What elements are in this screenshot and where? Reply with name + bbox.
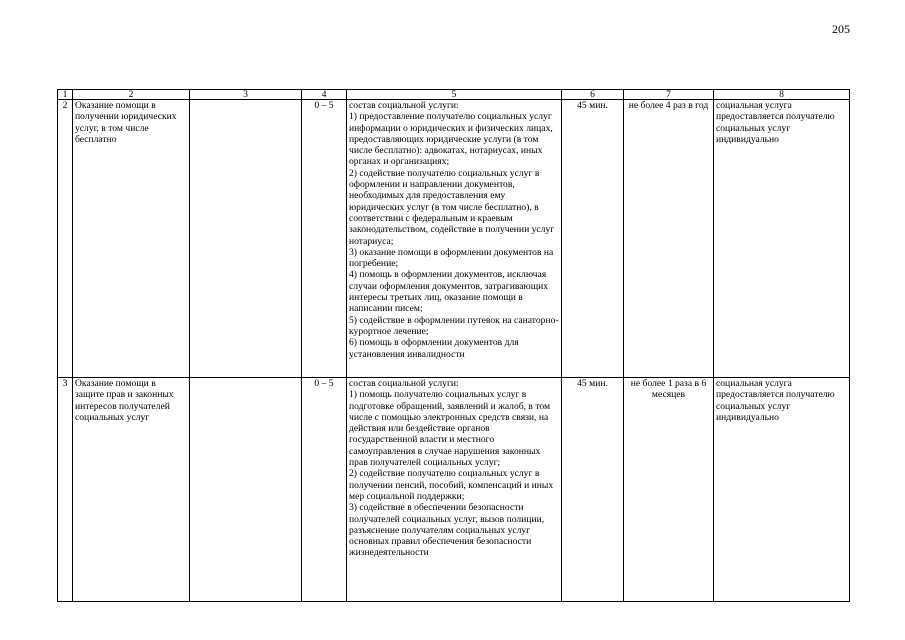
duration: 45 мин.	[562, 100, 624, 378]
duration: 45 мин.	[562, 378, 624, 602]
header-cell: 7	[624, 90, 714, 100]
row-number: 2	[58, 100, 73, 378]
header-cell: 4	[302, 90, 347, 100]
composition-item: 4) помощь в оформлении документов, исключая случаи оформления документов, затрагивающих интересы третьих лиц, оказание помощи в написании писем;	[349, 269, 549, 315]
empty-cell	[190, 100, 302, 378]
service-name: Оказание помощи в получении юридических услуг, в том числе бесплатно	[73, 100, 190, 378]
composition-item: 3) содействие в обеспечении безопасности получателей социальных услуг, вызов полиции, разъяснение получателям социальных услуг основных правил обеспечения безопасности жизнедеятельности	[349, 502, 545, 559]
frequency: не более 4 раз в год	[624, 100, 714, 378]
table-row	[58, 100, 850, 378]
empty-cell	[190, 378, 302, 602]
header-cell: 5	[347, 90, 562, 100]
table-header-row	[58, 90, 850, 100]
header-cell: 8	[714, 90, 850, 100]
service-name: Оказание помощи в защите прав и законных интересов получателей социальных услуг	[73, 378, 190, 602]
composition-item: 1) предоставление получателю социальных услуг информации о юридических и физических лицах, предоставляющих юридические услуги (в том числе бесплатно): адвокатах, нотариусах, иных органах и организациях;	[349, 111, 553, 168]
composition-item: 2) содействие получателю социальных услуг в получении пенсий, пособий, компенсаций и иных мер социальной поддержки;	[349, 468, 554, 502]
composition-item: 6) помощь в оформлении документов для установления инвалидности	[349, 337, 519, 360]
group-range: 0 – 5	[302, 378, 347, 602]
header-cell: 2	[73, 90, 190, 100]
composition-item: 3) оказание помощи в оформлении документов на погребение;	[349, 246, 554, 270]
frequency: не более 1 раза в 6 месяцев	[624, 378, 714, 602]
header-cell: 1	[58, 90, 73, 100]
composition-item: состав социальной услуги:	[349, 100, 459, 111]
composition-item: состав социальной услуги:	[349, 378, 459, 389]
header-cell: 3	[190, 90, 302, 100]
table-row	[58, 378, 850, 602]
provision-note: социальная услуга предоставляется получателю социальных услуг индивидуально	[714, 100, 850, 378]
services-table	[57, 89, 850, 602]
composition-item: 1) помощь получателю социальных услуг в подготовке обращений, заявлений и жалоб, в том числе с помощью электронных средств связи, на действия или бездействие органов государственной власти и местного самоуправления в случае нарушения законных прав получателей социальных услуг;	[349, 389, 551, 469]
page-number: 205	[832, 22, 850, 36]
header-cell: 6	[562, 90, 624, 100]
row-number: 3	[58, 378, 73, 602]
service-composition	[347, 378, 562, 602]
group-range: 0 – 5	[302, 100, 347, 378]
provision-note: социальная услуга предоставляется получателю социальных услуг индивидуально	[714, 378, 850, 602]
service-composition	[347, 100, 562, 378]
composition-item: 5) содействие в оформлении путевок на санаторно-курортное лечение;	[349, 314, 559, 337]
composition-item: 2) содействие получателю социальных услуг в оформлении и направлении документов, необходимых для предоставления ему юридических услуг (в том числе бесплатно), в соответствии с федеральным и краевым законодательством, содействие в получении услуг нотариуса;	[349, 167, 555, 247]
